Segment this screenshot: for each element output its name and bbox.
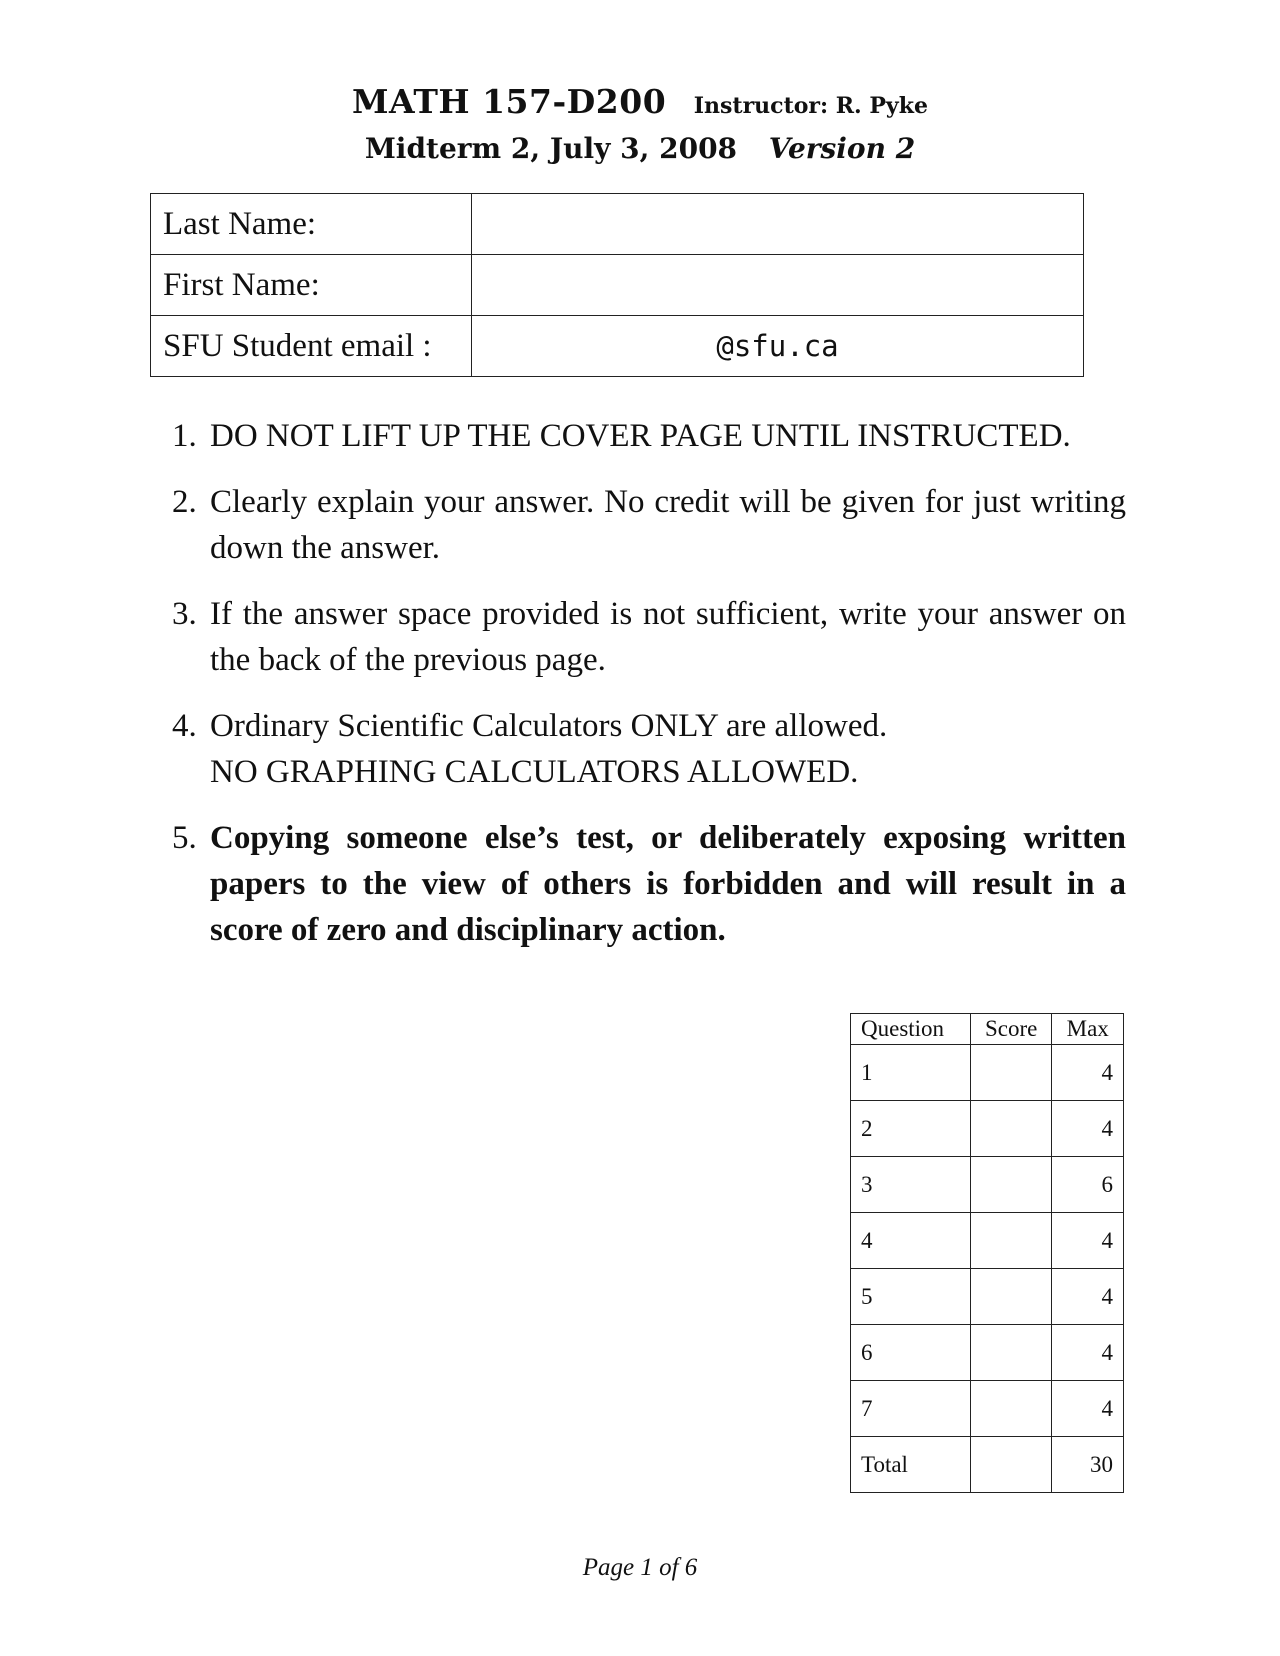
question-cell: 4 <box>851 1213 971 1269</box>
question-header: Question <box>851 1014 971 1045</box>
instruction-item <box>160 413 1126 459</box>
table-row <box>851 1325 1124 1381</box>
score-cell <box>970 1381 1052 1437</box>
first-name-row <box>151 255 1084 316</box>
question-cell: 6 <box>851 1325 971 1381</box>
max-header: Max <box>1052 1014 1124 1045</box>
instruction-item <box>160 703 1126 795</box>
question-cell: 1 <box>851 1045 971 1101</box>
max-cell: 4 <box>1052 1325 1124 1381</box>
max-cell: 4 <box>1052 1045 1124 1101</box>
score-cell <box>970 1157 1052 1213</box>
email-field[interactable] <box>472 316 1084 377</box>
table-row <box>851 1101 1124 1157</box>
question-cell: 2 <box>851 1101 971 1157</box>
exam-version: Version 2 <box>768 132 916 165</box>
max-cell: 4 <box>1052 1269 1124 1325</box>
max-cell: 6 <box>1052 1157 1124 1213</box>
first-name-label: First Name: <box>151 255 472 316</box>
instruction-text: Clearly explain your answer. No credit will be given for just writing down the answer. <box>210 484 1126 566</box>
first-name-field[interactable] <box>472 255 1084 316</box>
instruction-number: 1. <box>172 418 197 454</box>
question-cell: 5 <box>851 1269 971 1325</box>
max-cell: 4 <box>1052 1381 1124 1437</box>
instruction-number: 3. <box>172 596 197 632</box>
table-row <box>851 1269 1124 1325</box>
score-table-header <box>851 1014 1124 1045</box>
score-cell <box>970 1101 1052 1157</box>
instruction-text-line2: NO GRAPHING CALCULATORS ALLOWED. <box>210 754 859 790</box>
page-number: Page 1 of 6 <box>582 1554 698 1581</box>
max-cell: 4 <box>1052 1101 1124 1157</box>
instruction-item <box>160 815 1126 953</box>
score-cell <box>970 1269 1052 1325</box>
email-row <box>151 316 1084 377</box>
course-code: MATH 157-D200 <box>352 82 667 121</box>
table-row <box>851 1381 1124 1437</box>
exam-date: Midterm 2, July 3, 2008 <box>364 132 738 165</box>
instruction-item <box>160 591 1126 683</box>
instruction-number: 2. <box>172 484 197 520</box>
score-header: Score <box>970 1014 1052 1045</box>
score-table <box>850 1013 1124 1493</box>
total-row <box>851 1437 1124 1493</box>
student-info-table <box>150 193 1084 377</box>
question-cell: 3 <box>851 1157 971 1213</box>
total-score-cell <box>970 1437 1052 1493</box>
table-row <box>851 1045 1124 1101</box>
max-cell: 4 <box>1052 1213 1124 1269</box>
email-domain: @sfu.ca <box>716 328 839 363</box>
score-cell <box>970 1325 1052 1381</box>
exam-subtitle <box>0 132 1280 165</box>
instruction-text: DO NOT LIFT UP THE COVER PAGE UNTIL INSTRUCTED. <box>210 418 1071 454</box>
last-name-field[interactable] <box>472 194 1084 255</box>
instruction-number: 4. <box>172 708 197 744</box>
email-label: SFU Student email : <box>151 316 472 377</box>
score-cell <box>970 1213 1052 1269</box>
exam-title <box>0 82 1280 121</box>
instruction-text: If the answer space provided is not sufficient, write your answer on the back of the previous page. <box>210 596 1126 678</box>
score-cell <box>970 1045 1052 1101</box>
instruction-text: Copying someone else’s test, or deliberately exposing written papers to the view of others is forbidden and will result in a score of zero and disciplinary action. <box>210 820 1126 948</box>
instruction-text: Ordinary Scientific Calculators ONLY are allowed. <box>210 708 888 744</box>
last-name-label: Last Name: <box>151 194 472 255</box>
last-name-row <box>151 194 1084 255</box>
instructor-name: Instructor: R. Pyke <box>693 93 928 119</box>
table-row <box>851 1157 1124 1213</box>
total-label: Total <box>851 1437 971 1493</box>
question-cell: 7 <box>851 1381 971 1437</box>
instruction-number: 5. <box>172 820 197 856</box>
table-row <box>851 1213 1124 1269</box>
total-max-cell: 30 <box>1052 1437 1124 1493</box>
instruction-item <box>160 479 1126 571</box>
instructions-list <box>160 413 1126 953</box>
